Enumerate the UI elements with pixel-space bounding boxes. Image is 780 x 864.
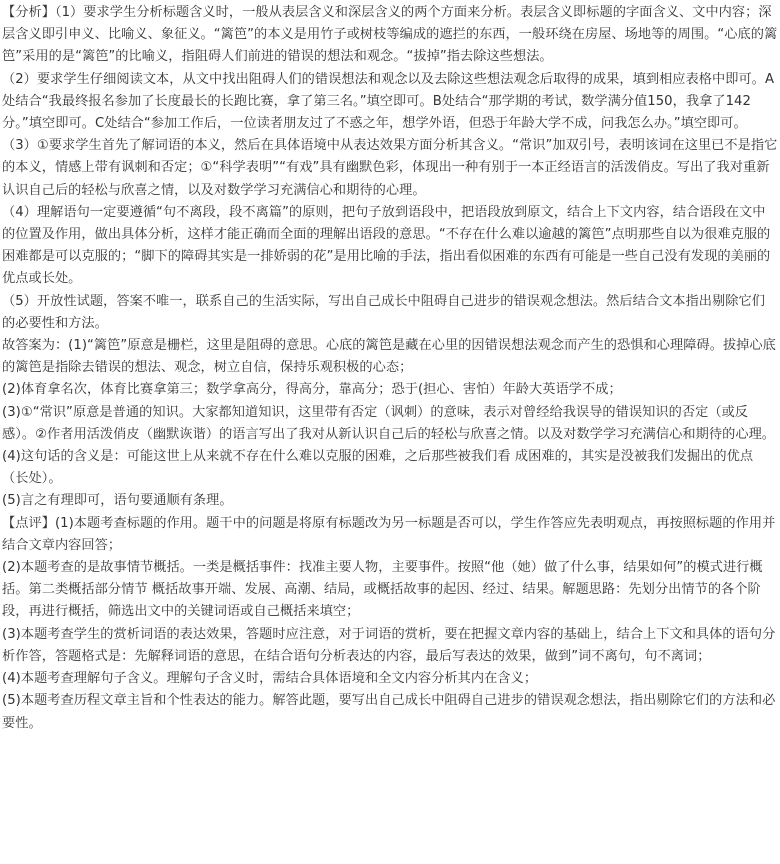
answer-part-1: 故答案为：(1)“篱笆”原意是栅栏，这里是阻碍的意思。心底的篱笆是藏在心里的因错误想法观念而产生的恐惧和心理障碍。拔掉心底的篱笆是指除去错误的想法、观念，树立自信，保持乐观积极的心态； xyxy=(2,338,776,376)
comment-section xyxy=(2,513,778,735)
analysis-part-3: （3）①要求学生首先了解词语的本义，然后在具体语境中从表达效果方面分析其含义。“常识”加双引号，表明该词在这里已不是指它的本义，情感上带有讽刺和否定；①“科学表明”“有戏”具有幽默色彩，体现出一种有别于一本正经语言的活泼俏皮。写出了我对重新认识自己后的轻松与欣喜之情，以及对数学学习充满信心和期待的心理。 xyxy=(2,138,778,198)
comment-part-1: 【点评】(1)本题考查标题的作用。题干中的问题是将原有标题改为另一标题是否可以，学生作答应先表明观点，再按照标题的作用并结合文章内容回答； xyxy=(2,515,776,553)
comment-part-2: (2)本题考查的是故事情节概括。一类是概括事件：找准主要人物，主要事件。按照“他（她）做了什么事，结果如何”的模式进行概括。第二类概括部分情节 概括故事开端、发展、高潮、结局，或概括故事的起因、经过、结果。解题思路：先划分出情节的各个阶段，再进行概括，筛选出文中的关键词语或自己概括来填空； xyxy=(2,560,763,620)
comment-part-3: (3)本题考查学生的赏析词语的表达效果，答题时应注意，对于词语的赏析，要在把握文章内容的基础上，结合上下文和具体的语句分析作答，答题格式是：先解释词语的意思，在结合语句分析表达的内容，最后写表达的效果，做到”词不离句，句不离词； xyxy=(2,626,776,664)
analysis-section xyxy=(2,2,778,335)
answer-section xyxy=(2,335,778,513)
answer-part-3: (3)①“常识”原意是普通的知识。大家都知道知识，这里带有否定（讽刺）的意味，表示对曾经给我误导的错误知识的否定（或反感）。②作者用活泼俏皮（幽默诙谐）的语言写出了我对从新认识自己后的轻松与欣喜之情。以及对数学学习充满信心和期待的心理。 xyxy=(2,404,776,442)
analysis-part-1: 【分析】（1）要求学生分析标题含义时，一般从表层含义和深层含义的两个方面来分析。表层含义即标题的字面含义、文中内容；深层含义即引申义、比喻义、象征义。“篱笆”的本义是用竹子或树枝等编成的遮拦的东西，一般环绕在房屋、场地等的周围。“心底的篱笆”采用的是“篱笆”的比喻义，指阻碍人们前进的错误的想法和观念。“拔掉”指去除这些想法。 xyxy=(2,5,778,65)
comment-part-4: (4)本题考查理解句子含义。理解句子含义时，需结合具体语境和全文内容分析其内在含义； xyxy=(2,671,538,687)
answer-part-2: (2)体育拿名次，体育比赛拿第三；数学拿高分，得高分，靠高分；恐于(担心、害怕）年龄大英语学不成； xyxy=(2,382,622,398)
answer-part-4: (4)这句话的含义是：可能这世上从来就不存在什么难以克服的困难，之后那些被我们看 成困难的，其实是没被我们发掘出的优点（长处）。 xyxy=(2,449,754,487)
answer-part-5: (5)言之有理即可，语句要通顺有条理。 xyxy=(2,493,233,509)
analysis-part-2: （2）要求学生仔细阅读文本，从文中找出阻碍人们的错误想法和观念以及去除这些想法观念后取得的成果，填到相应表格中即可。A处结合“我最终报名参加了长度最长的长跑比赛，拿了第三名。”填空即可。B处结合“那学期的考试，数学满分值150，我拿了142分。”填空即可。C处结合“参加工作后，一位读者朋友过了不惑之年，想学外语，但恐于年龄大学不成，问我怎么办。”填空即可。 xyxy=(2,71,775,132)
comment-part-5: (5)本题考查历程文章主旨和个性表达的能力。解答此题，要写出自己成长中阻碍自己进步的错误观念想法，指出剔除它们的方法和必要性。 xyxy=(2,693,776,731)
analysis-part-4: （4）理解语句一定要遵循“句不离段，段不离篇”的原则，把句子放到语段中，把语段放到原文，结合上下文内容，结合语段在文中的位置及作用，做出具体分析，这样才能正确而全面的理解出语段的意思。“不存在什么难以逾越的篱笆”点明那些自以为很难克服的困难都是可以克服的；“脚下的障碍其实是一排娇弱的花”是用比喻的手法，指出看似困难的东西有可能是一些自己没有发现的美丽的优点或长处。 xyxy=(2,204,771,287)
analysis-part-5: （5）开放性试题，答案不唯一，联系自己的生活实际，写出自己成长中阻碍自己进步的错误观念想法。然后结合文本指出剔除它们的必要性和方法。 xyxy=(2,293,765,331)
